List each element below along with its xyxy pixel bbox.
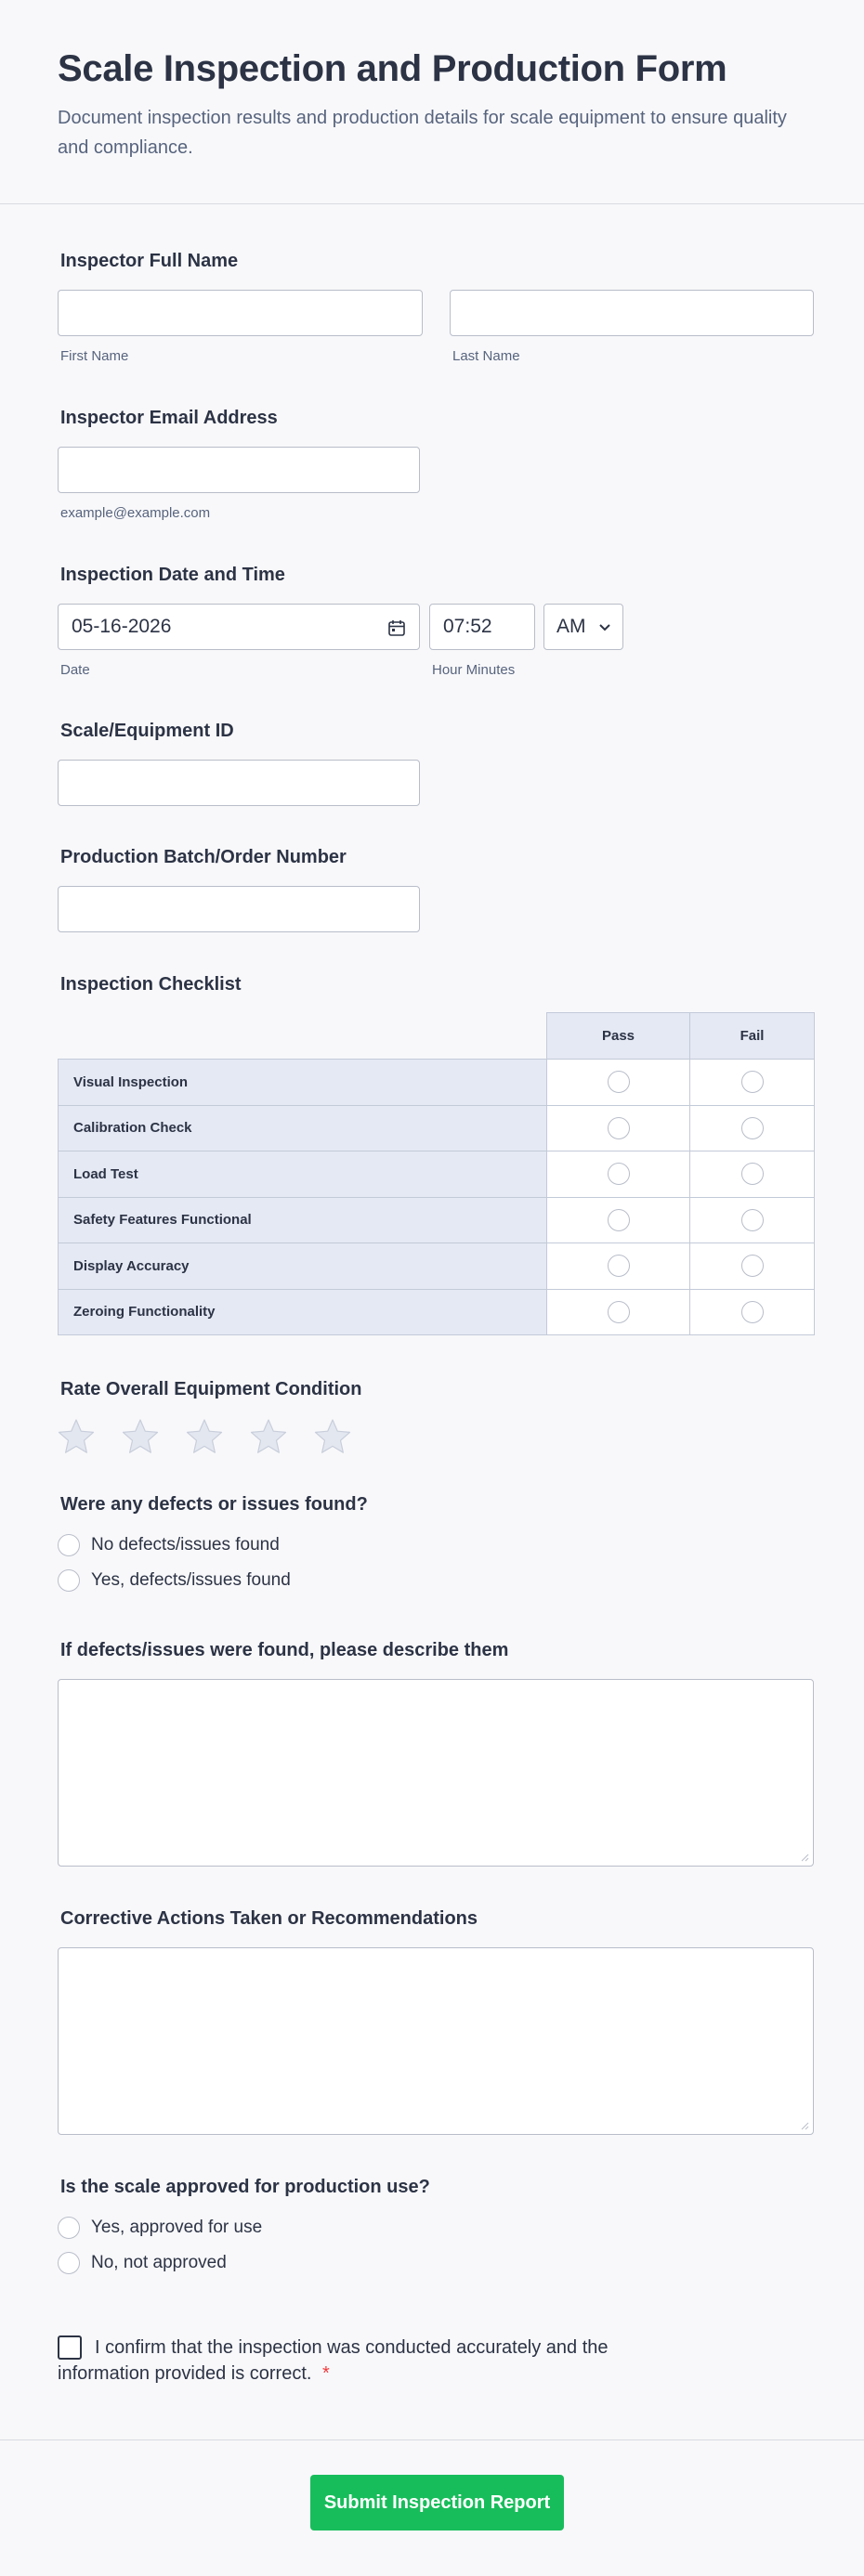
form-subtitle: Document inspection results and production details for scale equipment to ensure quality and compliance. xyxy=(58,108,787,158)
table-row xyxy=(59,1197,815,1243)
matrix-row-label: Load Test xyxy=(59,1151,547,1198)
table-row xyxy=(59,1243,815,1290)
matrix-corner xyxy=(59,1013,547,1060)
defects-yes-radio[interactable] xyxy=(58,1569,80,1592)
inspector-name-label: Inspector Full Name xyxy=(60,251,239,271)
email-input[interactable] xyxy=(58,447,420,493)
matrix-row-label: Display Accuracy xyxy=(59,1243,547,1290)
table-row xyxy=(59,1289,815,1335)
matrix-col-fail: Fail xyxy=(690,1013,815,1060)
confirm-text: I confirm that the inspection was conducted accurately and the information provided is correct. * xyxy=(58,2337,609,2384)
submit-button[interactable]: Submit Inspection Report xyxy=(310,2475,564,2530)
defects-option-yes[interactable]: Yes, defects/issues found xyxy=(58,1569,291,1592)
checklist-label: Inspection Checklist xyxy=(60,974,242,995)
table-row xyxy=(59,1060,815,1106)
resize-grip-icon[interactable] xyxy=(800,1853,809,1862)
fail-radio[interactable] xyxy=(741,1301,764,1323)
rating-label: Rate Overall Equipment Condition xyxy=(60,1379,362,1399)
defects-description-textarea[interactable] xyxy=(58,1679,814,1867)
email-label: Inspector Email Address xyxy=(60,408,278,428)
star-icon[interactable] xyxy=(122,1418,159,1455)
form-title: Scale Inspection and Production Form xyxy=(58,48,727,89)
last-name-input[interactable] xyxy=(450,290,814,336)
defects-description-label: If defects/issues were found, please describe them xyxy=(60,1640,509,1660)
checklist-matrix xyxy=(58,1012,815,1335)
table-row xyxy=(59,1105,815,1151)
fail-radio[interactable] xyxy=(741,1071,764,1093)
ampm-select[interactable]: AM xyxy=(543,604,623,650)
matrix-row-label: Calibration Check xyxy=(59,1105,547,1151)
approved-yes-radio[interactable] xyxy=(58,2217,80,2239)
approved-no-radio[interactable] xyxy=(58,2252,80,2274)
fail-radio[interactable] xyxy=(741,1163,764,1185)
fail-radio[interactable] xyxy=(741,1117,764,1139)
corrective-actions-textarea[interactable] xyxy=(58,1947,814,2135)
time-sublabel: Hour Minutes xyxy=(432,662,516,678)
pass-radio[interactable] xyxy=(608,1209,630,1231)
matrix-row-label: Safety Features Functional xyxy=(59,1197,547,1243)
resize-grip-icon[interactable] xyxy=(800,2121,809,2130)
corrective-actions-label: Corrective Actions Taken or Recommendations xyxy=(60,1908,478,1929)
scale-id-label: Scale/Equipment ID xyxy=(60,721,234,741)
batch-input[interactable] xyxy=(58,886,420,932)
pass-radio[interactable] xyxy=(608,1163,630,1185)
approved-label: Is the scale approved for production use? xyxy=(60,2177,430,2197)
defects-option-no[interactable]: No defects/issues found xyxy=(58,1534,280,1556)
email-sublabel: example@example.com xyxy=(60,505,211,521)
datetime-label: Inspection Date and Time xyxy=(60,565,285,585)
chevron-down-icon xyxy=(598,623,611,632)
pass-radio[interactable] xyxy=(608,1255,630,1277)
star-icon[interactable] xyxy=(58,1418,95,1455)
star-rating xyxy=(58,1418,351,1455)
time-input[interactable]: 07:52 xyxy=(429,604,535,650)
fail-radio[interactable] xyxy=(741,1255,764,1277)
pass-radio[interactable] xyxy=(608,1301,630,1323)
calendar-icon[interactable] xyxy=(387,618,406,637)
fail-radio[interactable] xyxy=(741,1209,764,1231)
required-mark: * xyxy=(322,2363,330,2384)
table-row xyxy=(59,1151,815,1198)
approved-option-no[interactable]: No, not approved xyxy=(58,2252,227,2274)
pass-radio[interactable] xyxy=(608,1117,630,1139)
pass-radio[interactable] xyxy=(608,1071,630,1093)
defects-found-label: Were any defects or issues found? xyxy=(60,1494,368,1515)
defects-no-radio[interactable] xyxy=(58,1534,80,1556)
last-name-sublabel: Last Name xyxy=(452,348,520,364)
batch-label: Production Batch/Order Number xyxy=(60,847,347,867)
matrix-col-pass: Pass xyxy=(547,1013,690,1060)
matrix-row-label: Visual Inspection xyxy=(59,1060,547,1106)
first-name-input[interactable] xyxy=(58,290,423,336)
form-header xyxy=(0,0,864,204)
date-input[interactable]: 05-16-2026 xyxy=(58,604,420,650)
matrix-row-label: Zeroing Functionality xyxy=(59,1289,547,1335)
star-icon[interactable] xyxy=(314,1418,351,1455)
scale-id-input[interactable] xyxy=(58,760,420,806)
approved-option-yes[interactable]: Yes, approved for use xyxy=(58,2217,262,2239)
first-name-sublabel: First Name xyxy=(60,348,129,364)
star-icon[interactable] xyxy=(250,1418,287,1455)
footer-divider xyxy=(0,2439,864,2440)
date-sublabel: Date xyxy=(60,662,90,678)
star-icon[interactable] xyxy=(186,1418,223,1455)
